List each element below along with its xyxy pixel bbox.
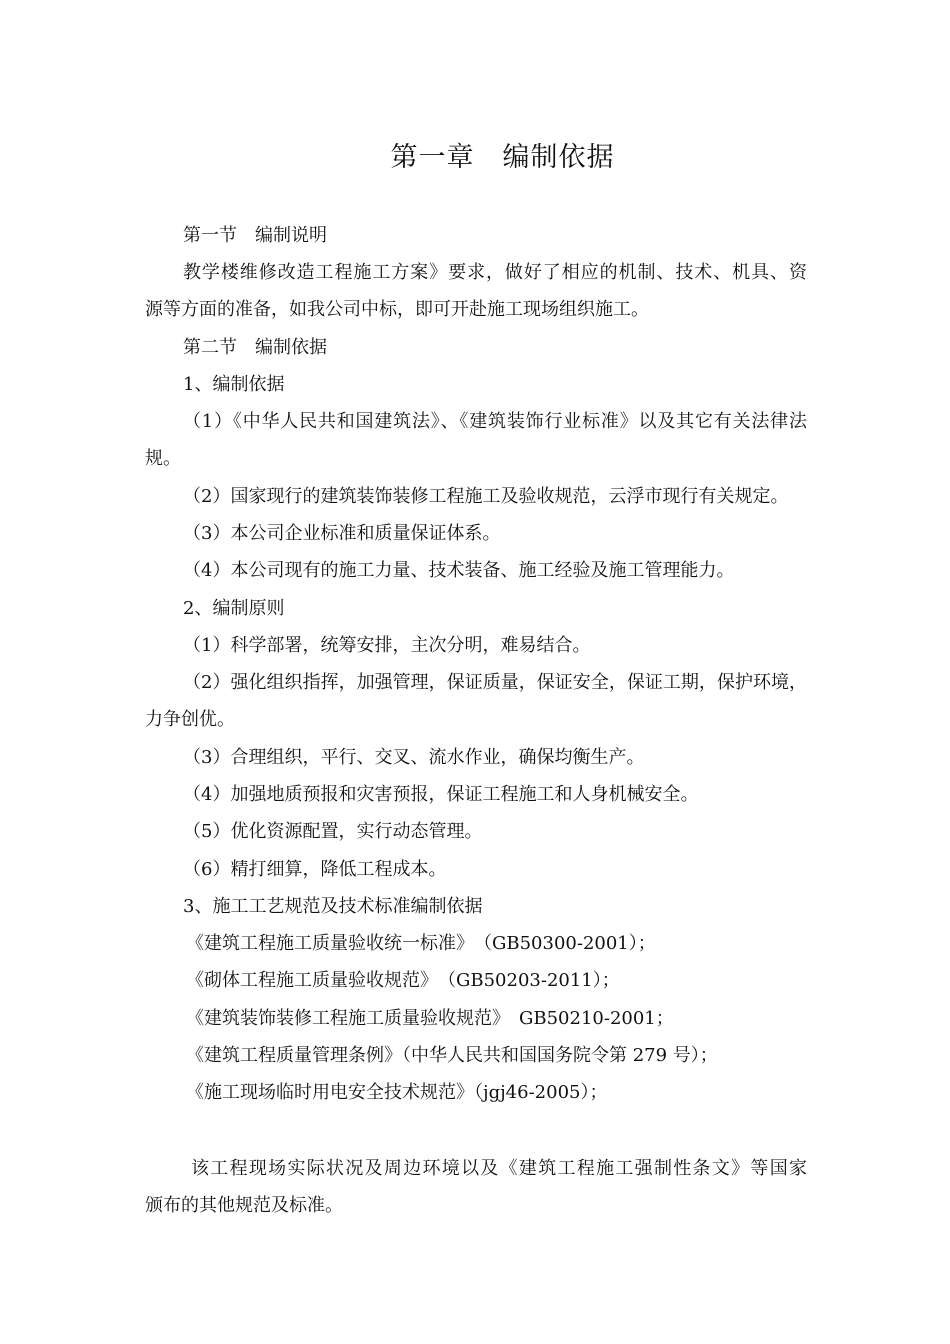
standards-heading: 3、施工工艺规范及技术标准编制依据 [183, 896, 483, 917]
closing-paragraph-line-1: 该工程现场实际状况及周边环境以及《建筑工程施工强制性条文》等国家 [191, 1158, 807, 1179]
section-heading-1: 第一节 编制说明 [183, 225, 327, 246]
basis-item-2: （2）国家现行的建筑装饰装修工程施工及验收规范，云浮市现行有关规定。 [183, 486, 789, 507]
intro-paragraph-line-2: 源等方面的准备，如我公司中标，即可开赴施工现场组织施工。 [145, 299, 649, 320]
standard-item-2: 《砌体工程施工质量验收规范》 （GB50203-2011）； [186, 970, 620, 991]
principle-item-4: （4）加强地质预报和灾害预报，保证工程施工和人身机械安全。 [183, 784, 699, 805]
principle-item-1: （1）科学部署，统筹安排，主次分明，难易结合。 [183, 635, 591, 656]
principle-item-6: （6）精打细算，降低工程成本。 [183, 859, 447, 880]
standard-item-5: 《施工现场临时用电安全技术规范》（jgj46-2005）； [186, 1082, 608, 1103]
intro-paragraph-line-1: 教学楼维修改造工程施工方案》要求，做好了相应的机制、技术、机具、资 [183, 262, 807, 283]
principle-heading: 2、编制原则 [183, 598, 285, 619]
chapter-title: 第一章 编制依据 [390, 142, 615, 173]
basis-heading: 1、编制依据 [183, 374, 285, 395]
standard-item-1: 《建筑工程施工质量验收统一标准》 （GB50300-2001）； [186, 933, 656, 954]
basis-item-1-line-2: 规。 [145, 448, 181, 469]
basis-item-1-line-1: （1）《中华人民共和国建筑法》、《建筑装饰行业标准》以及其它有关法律法 [183, 411, 807, 432]
principle-item-5: （5）优化资源配置，实行动态管理。 [183, 821, 483, 842]
basis-item-4: （4）本公司现有的施工力量、技术装备、施工经验及施工管理能力。 [183, 560, 735, 581]
standard-item-3: 《建筑装饰装修工程施工质量验收规范》 GB50210-2001； [186, 1008, 674, 1029]
principle-item-2-line-1: （2）强化组织指挥，加强管理，保证质量，保证安全，保证工期，保护环境， [183, 672, 807, 693]
principle-item-3: （3）合理组织，平行、交叉、流水作业，确保均衡生产。 [183, 747, 645, 768]
standard-item-4: 《建筑工程质量管理条例》（中华人民共和国国务院令第 279 号）； [186, 1045, 718, 1066]
basis-item-3: （3）本公司企业标准和质量保证体系。 [183, 523, 501, 544]
closing-paragraph-line-2: 颁布的其他规范及标准。 [145, 1195, 343, 1216]
section-heading-2: 第二节 编制依据 [183, 337, 327, 358]
principle-item-2-line-2: 力争创优。 [145, 709, 235, 730]
